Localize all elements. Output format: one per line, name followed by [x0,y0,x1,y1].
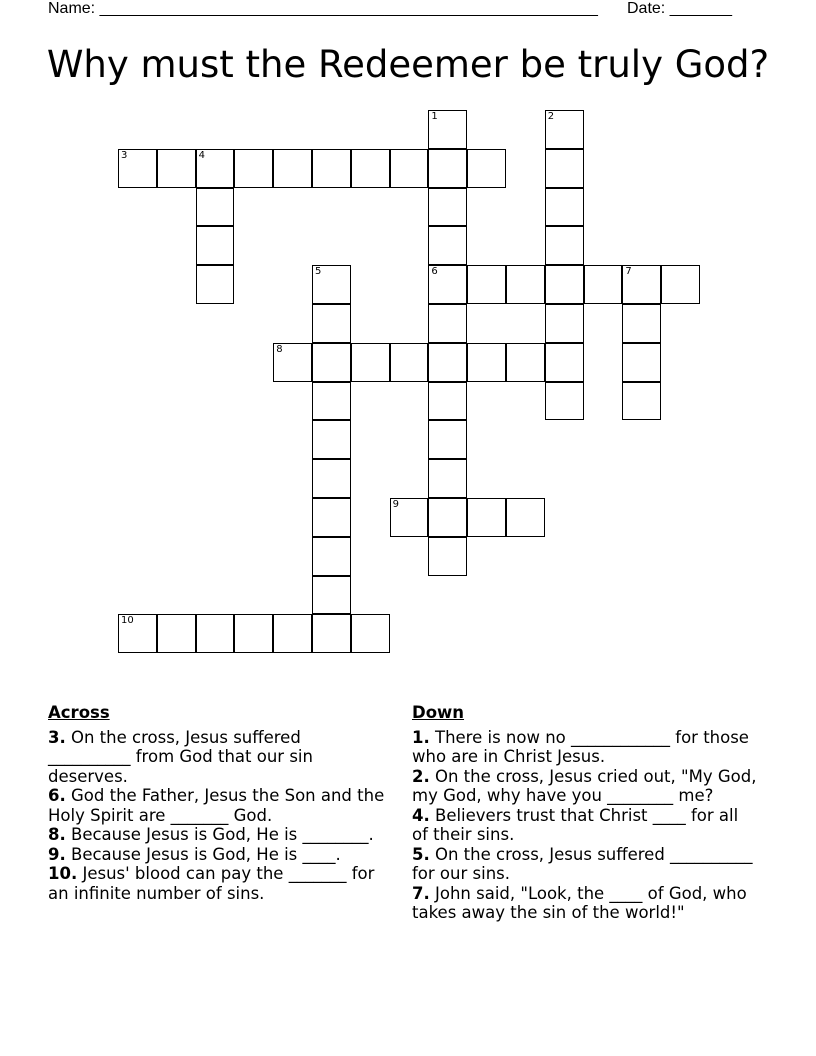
across-clue [48,786,388,825]
grid-cell[interactable] [157,149,196,188]
clue-text: John said, "Look, the ____ of God, who takes away the sin of the world!" [412,883,747,922]
clue-text: On the cross, Jesus suffered __________ from God that our sin deserves. [48,727,313,786]
grid-cell[interactable] [545,226,584,265]
down-clue-list [412,728,757,923]
down-clue [412,884,757,923]
grid-cell[interactable] [545,110,584,149]
clue-number: 3 [121,149,128,161]
grid-cell[interactable] [351,614,390,653]
grid-cell[interactable] [467,498,506,537]
grid-cell[interactable] [312,149,351,188]
grid-cell[interactable] [428,343,467,382]
grid-cell[interactable] [622,382,661,421]
down-clue [412,728,757,767]
grid-cell[interactable] [545,343,584,382]
clue-number: 6 [431,266,438,278]
grid-cell[interactable] [196,614,235,653]
clue-number-label: 9. [48,844,66,864]
down-clue [412,806,757,845]
clue-text: Because Jesus is God, He is ____. [65,844,341,864]
clue-number: 2 [547,111,555,122]
grid-cell[interactable] [545,304,584,343]
grid-cell[interactable] [312,304,351,343]
clue-number-label: 8. [48,825,66,844]
down-clue [412,767,757,806]
clue-number-label: 6. [48,786,66,805]
clue-text: There is now no ____________ for those who are in Christ Jesus. [412,727,749,766]
grid-cell[interactable] [273,614,312,653]
clue-text: Jesus' blood can pay the _______ for an infinite number of sins. [48,864,375,903]
grid-cell[interactable] [467,265,506,304]
grid-cell[interactable] [312,459,351,498]
date-field-label: Date: _______ [627,0,732,17]
grid-cell[interactable] [234,614,273,653]
grid-cell[interactable] [428,188,467,227]
grid-cell[interactable] [428,149,467,188]
grid-cell[interactable] [545,382,584,421]
grid-cell[interactable] [390,343,429,382]
grid-cell[interactable] [428,459,467,498]
clue-number-label: 7. [412,883,430,903]
grid-cell[interactable] [428,304,467,343]
grid-cell[interactable] [196,265,235,304]
grid-cell[interactable] [467,149,506,188]
grid-cell[interactable] [312,537,351,576]
name-field-label: Name: ________________________________________________________ [48,0,598,17]
page-title: Why must the Redeemer be truly God? [46,43,770,86]
across-clues [48,703,388,903]
clue-number-label: 10. [48,864,78,883]
grid-cell[interactable] [622,265,661,304]
grid-cell[interactable] [506,265,545,304]
grid-cell[interactable] [467,343,506,382]
grid-cell[interactable] [234,149,273,188]
grid-cell[interactable] [351,149,390,188]
grid-cell[interactable] [661,265,700,304]
grid-cell[interactable] [157,614,196,653]
clue-text: God the Father, Jesus the Son and the Holy Spirit are _______ God. [48,786,385,825]
grid-cell[interactable] [312,498,351,537]
grid-cell[interactable] [428,226,467,265]
grid-cell[interactable] [622,343,661,382]
grid-cell[interactable] [390,498,429,537]
grid-cell[interactable] [428,498,467,537]
grid-cell[interactable] [351,343,390,382]
across-clue [48,864,388,903]
clue-text: On the cross, Jesus suffered __________ for our sins. [412,844,753,883]
across-clue [48,845,388,865]
grid-cell[interactable] [312,420,351,459]
grid-cell[interactable] [273,149,312,188]
down-clues [412,703,757,923]
grid-cell[interactable] [545,188,584,227]
clue-text: On the cross, Jesus cried out, "My God, my God, why have you ________ me? [412,766,757,805]
clue-number: 4 [198,149,205,161]
clue-number: 10 [121,615,134,627]
grid-cell[interactable] [428,420,467,459]
grid-cell[interactable] [196,188,235,227]
grid-cell[interactable] [196,226,235,265]
grid-cell[interactable] [545,265,584,304]
clue-number-label: 5. [412,844,430,864]
grid-cell[interactable] [545,149,584,188]
clue-number-label: 2. [412,766,430,786]
grid-cell[interactable] [428,537,467,576]
across-clue [48,728,388,787]
clue-number: 5 [315,266,322,278]
across-clue [48,825,388,845]
grid-cell[interactable] [622,304,661,343]
clue-text: Because Jesus is God, He is ________. [65,825,374,844]
grid-cell[interactable] [428,265,467,304]
clue-number: 7 [625,266,632,278]
across-clue-list [48,728,388,904]
grid-cell[interactable] [390,149,429,188]
grid-cell[interactable] [312,576,351,615]
clue-number-label: 4. [412,805,430,825]
down-clue [412,845,757,884]
grid-cell[interactable] [428,110,467,149]
grid-cell[interactable] [312,265,351,304]
grid-cell[interactable] [506,343,545,382]
grid-cell[interactable] [312,614,351,653]
grid-cell[interactable] [118,149,157,188]
clue-number-label: 3. [48,727,66,747]
clue-number-label: 1. [412,727,430,747]
grid-cell[interactable] [118,614,157,653]
grid-cell[interactable] [312,343,351,382]
clue-number: 9 [392,499,399,510]
grid-cell[interactable] [273,343,312,382]
down-heading: Down [412,703,465,722]
grid-cell[interactable] [506,498,545,537]
clue-number: 1 [431,111,438,122]
grid-cell[interactable] [196,149,235,188]
grid-cell[interactable] [428,382,467,421]
clue-number: 8 [276,343,283,355]
across-heading: Across [48,703,110,722]
grid-cell[interactable] [584,265,623,304]
grid-cell[interactable] [312,382,351,421]
clue-text: Believers trust that Christ ____ for all of their sins. [412,805,739,844]
